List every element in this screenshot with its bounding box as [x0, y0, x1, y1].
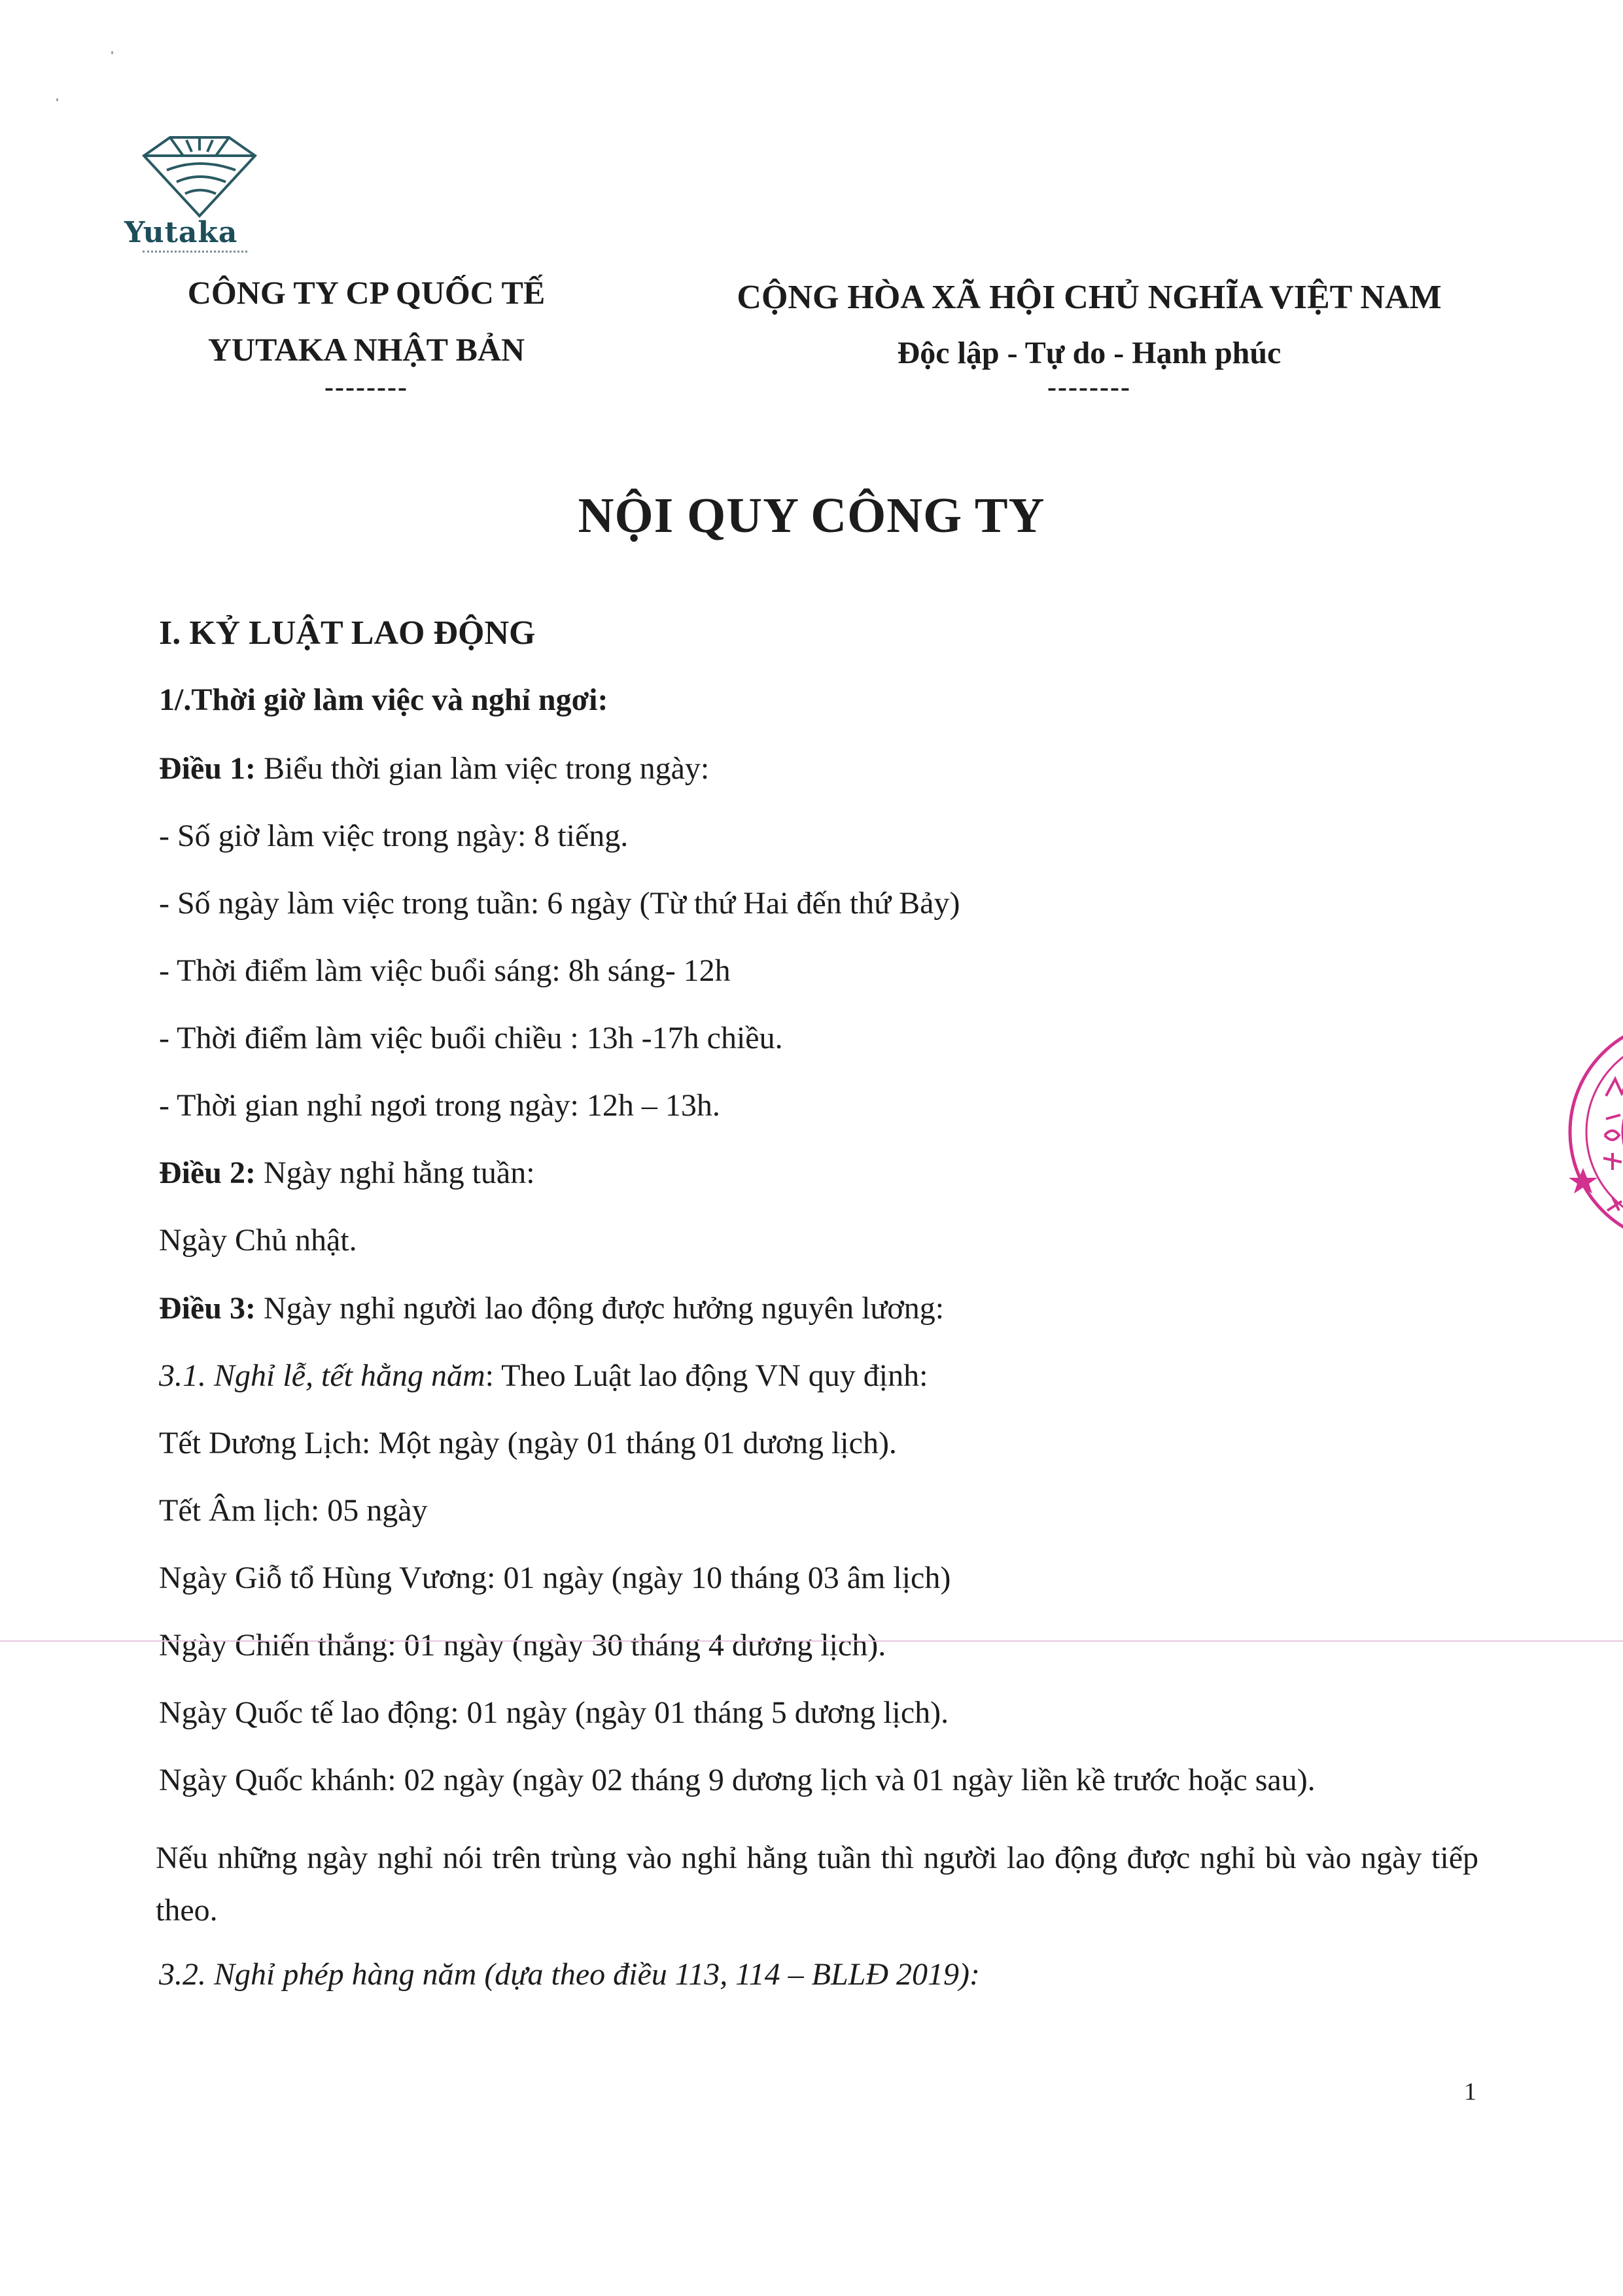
holiday-item: Ngày Chiến thắng: 01 ngày (ngày 30 tháng 4 dương lịch).	[159, 1628, 886, 1663]
company-name-line2: YUTAKA NHẬT BẢN	[207, 331, 525, 368]
holiday-item: Ngày Quốc tế lao động: 01 ngày (ngày 01 tháng 5 dương lịch).	[159, 1695, 949, 1730]
holiday-item: Ngày Giỗ tổ Hùng Vương: 01 ngày (ngày 10 tháng 03 âm lịch)	[159, 1561, 951, 1595]
list-item: - Thời điểm làm việc buổi sáng: 8h sáng- 12h	[159, 953, 731, 988]
holiday-item: Tết Dương Lịch: Một ngày (ngày 01 tháng 01 dương lịch).	[159, 1426, 897, 1460]
diamond-sunrise-logo-icon	[144, 137, 255, 216]
list-item: - Thời điểm làm việc buổi chiều : 13h -17h chiều.	[159, 1021, 783, 1055]
article-2	[159, 1155, 535, 1191]
holiday-item: Tết Âm lịch: 05 ngày	[159, 1493, 428, 1528]
brand-name: Yutaka	[124, 216, 238, 249]
article-3-label: Điều 3:	[159, 1291, 256, 1326]
subsection-3-2: 3.2. Nghỉ phép hàng năm (dựa theo điều 113, 114 – BLLĐ 2019):	[159, 1957, 980, 1992]
brand-tagline	[143, 251, 247, 255]
page-number: 1	[1464, 2078, 1476, 2106]
article-1-text: Biểu thời gian làm việc trong ngày:	[255, 751, 710, 786]
subsection-3-1-text: : Theo Luật lao động VN quy định:	[485, 1358, 928, 1393]
article-2-label: Điều 2:	[159, 1156, 256, 1190]
list-item: - Số giờ làm việc trong ngày: 8 tiếng.	[159, 819, 629, 853]
subsection-3-1	[159, 1358, 928, 1394]
holiday-note: Nếu những ngày nghỉ nói trên trùng vào nghỉ hằng tuần thì người lao động được nghỉ bù vào ngày tiếp theo.	[156, 1841, 1478, 1928]
article-3	[159, 1290, 944, 1326]
article-2-text: Ngày nghỉ hằng tuần:	[255, 1156, 535, 1190]
article-1-label: Điều 1:	[159, 751, 256, 786]
scan-speck	[111, 51, 113, 54]
document-title: NỘI QUY CÔNG TY	[578, 488, 1045, 543]
list-item: - Thời gian nghỉ ngơi trong ngày: 12h – 13h.	[159, 1088, 720, 1123]
article-2-detail: Ngày Chủ nhật.	[159, 1223, 357, 1258]
nation-motto: Độc lập - Tự do - Hạnh phúc	[897, 336, 1282, 370]
section-heading: I. KỶ LUẬT LAO ĐỘNG	[159, 614, 536, 652]
holiday-item: Ngày Quốc khánh: 02 ngày (ngày 02 tháng 9 dương lịch và 01 ngày liền kề trước hoặc sau).	[159, 1763, 1316, 1797]
scan-margin-line	[0, 1640, 1623, 1642]
nation-heading: CỘNG HÒA XÃ HỘI CHỦ NGHĨA VIỆT NAM	[737, 279, 1442, 316]
company-name-line1: CÔNG TY CP QUỐC TẾ	[187, 274, 546, 311]
list-item: - Số ngày làm việc trong tuần: 6 ngày (Từ thứ Hai đến thứ Bảy)	[159, 886, 960, 921]
company-divider: --------	[324, 372, 408, 402]
subsection-heading: 1/.Thời giờ làm việc và nghỉ ngơi:	[159, 682, 608, 717]
scan-speck	[56, 98, 58, 101]
article-1	[159, 751, 709, 786]
subsection-3-1-title: 3.1. Nghỉ lễ, tết hằng năm	[159, 1358, 485, 1393]
nation-divider: --------	[1047, 372, 1131, 402]
article-3-text: Ngày nghỉ người lao động được hưởng nguyên lương:	[255, 1291, 945, 1326]
red-seal-stamp-icon	[1560, 1011, 1623, 1253]
